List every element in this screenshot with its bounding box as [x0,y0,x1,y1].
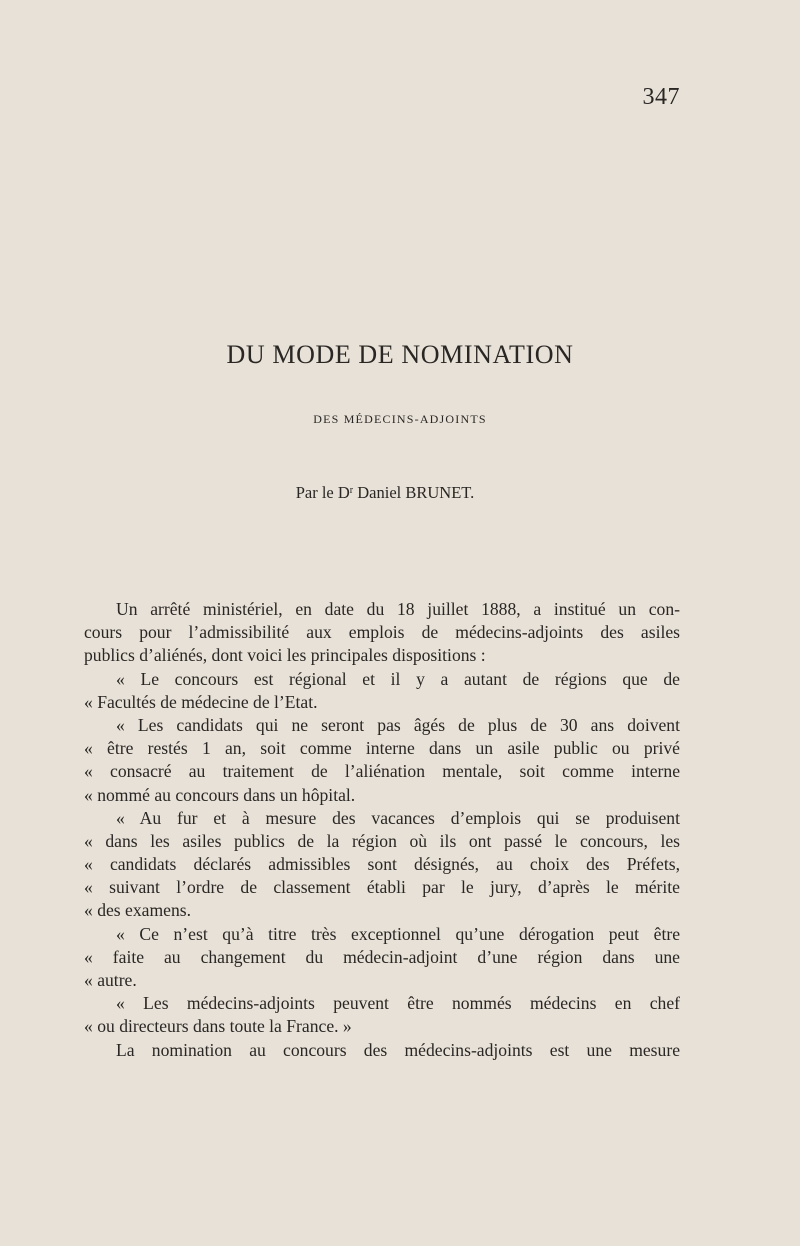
text-line: « Au fur et à mesure des vacances d’emplois qui se produisent [116,807,680,828]
article-title: DU MODE DE NOMINATION [226,340,574,369]
text-line: « suivant l’ordre de classement établi par le jury, d’après le mérite [84,877,680,898]
text-line: « Les candidats qui ne seront pas âgés de plus de 30 ans doivent [116,714,680,735]
article-subtitle: DES MÉDECINS-ADJOINTS [313,412,487,426]
author-prefix: Par le D [295,483,350,502]
text-line: « Ce n’est qu’à titre très exceptionnel qu’une dérogation peut être [116,923,680,944]
text-line: « nommé au concours dans un hôpital. [84,784,356,805]
text-line: « dans les asiles publics de la région où ils ont passé le concours, les [84,830,680,851]
text-line: « faite au changement du médecin-adjoint d’une région dans une [84,946,680,967]
text-line: « être restés 1 an, soit comme interne dans un asile public ou privé [84,738,680,759]
text-line: cours pour l’admissibilité aux emplois de médecins-adjoints des asiles [84,622,680,643]
text-line: Un arrêté ministériel, en date du 18 juillet 1888, a institué un con- [116,599,680,619]
text-line: « Les médecins-adjoints peuvent être nommés médecins en chef [116,993,680,1014]
author-title-superscript: r [349,485,354,496]
text-line: « ou directeurs dans toute la France. » [84,1016,352,1037]
body-text [84,598,680,1062]
page-number: 347 [642,84,680,110]
text-line: La nomination au concours des médecins-adjoints est une mesure [116,1039,680,1060]
text-line: « candidats déclarés admissibles sont désignés, au choix des Préfets, [84,854,680,875]
text-line: « des examens. [84,900,191,921]
text-line: « Le concours est régional et il y a autant de régions que de [116,668,680,689]
text-line: « consacré au traitement de l’aliénation mentale, soit comme interne [84,761,680,782]
author-line [0,483,770,503]
text-line: « autre. [84,970,137,990]
text-line: « Facultés de médecine de l’Etat. [84,691,318,712]
author-name: Daniel BRUNET. [357,483,475,502]
text-line: publics d’aliénés, dont voici les principales dispositions : [84,645,486,666]
